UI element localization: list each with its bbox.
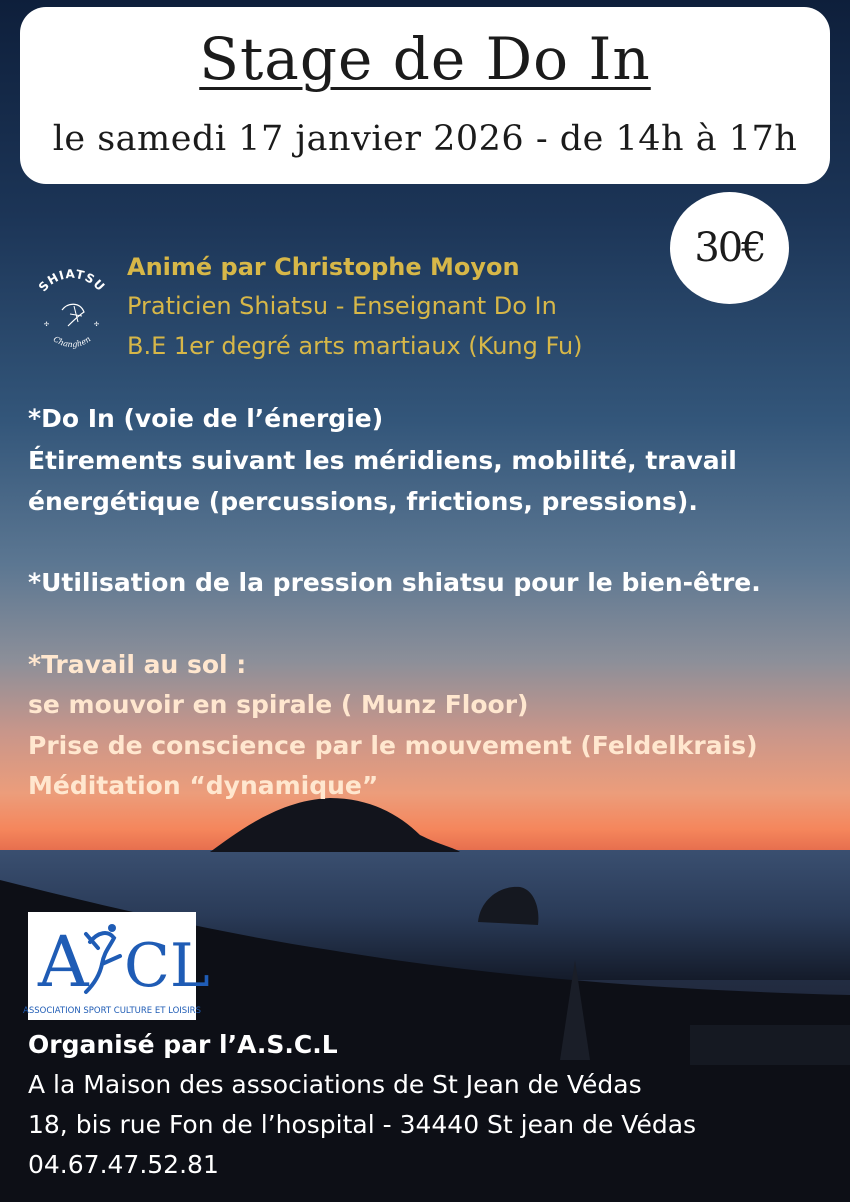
phone-number: 04.67.47.52.81 [28,1150,219,1179]
shiatsu-logo [28,266,116,352]
header-card [20,7,830,184]
event-date: le samedi 17 janvier 2026 - de 14h à 17h [52,119,798,159]
floor-work-line3: Méditation “dynamique” [28,771,379,800]
svg-text:Changhen: Changhen [51,334,93,350]
floor-work-line1: se mouvoir en spirale ( Munz Floor) [28,690,529,719]
svg-text:ASSOCIATION SPORT CULTURE ET L: ASSOCIATION SPORT CULTURE ET LOISIRS [23,1006,201,1016]
svg-text:✣: ✣ [94,322,100,328]
organizer-name: Organisé par l’A.S.C.L [28,1030,338,1059]
svg-text:✣: ✣ [44,322,50,328]
instructor-qualification: B.E 1er degré arts martiaux (Kung Fu) [127,332,583,360]
floor-work-line2: Prise de conscience par le mouvement (Feldelkrais) [28,731,758,760]
shiatsu-line: *Utilisation de la pression shiatsu pour le bien-être. [28,568,761,597]
instructor-role: Praticien Shiatsu - Enseignant Do In [127,292,557,320]
ascl-logo [23,912,210,1020]
doin-heading: *Do In (voie de l’énergie) [28,404,384,433]
svg-text:A: A [38,921,89,1003]
svg-text:CL: CL [124,931,210,1001]
address: 18, bis rue Fon de l’hospital - 34440 St jean de Védas [28,1110,697,1139]
svg-text:SHIATSU: SHIATSU [35,266,109,295]
venue: A la Maison des associations de St Jean de Védas [28,1070,642,1099]
floor-work-heading: *Travail au sol : [28,650,247,679]
doin-description-line1: Étirements suivant les méridiens, mobilité, travail [28,446,737,475]
price-badge: 30€ [670,192,789,304]
page-title: Stage de Do In [199,25,651,93]
doin-description-line2: énergétique (percussions, frictions, pressions). [28,487,698,516]
instructor-name: Animé par Christophe Moyon [127,253,520,281]
